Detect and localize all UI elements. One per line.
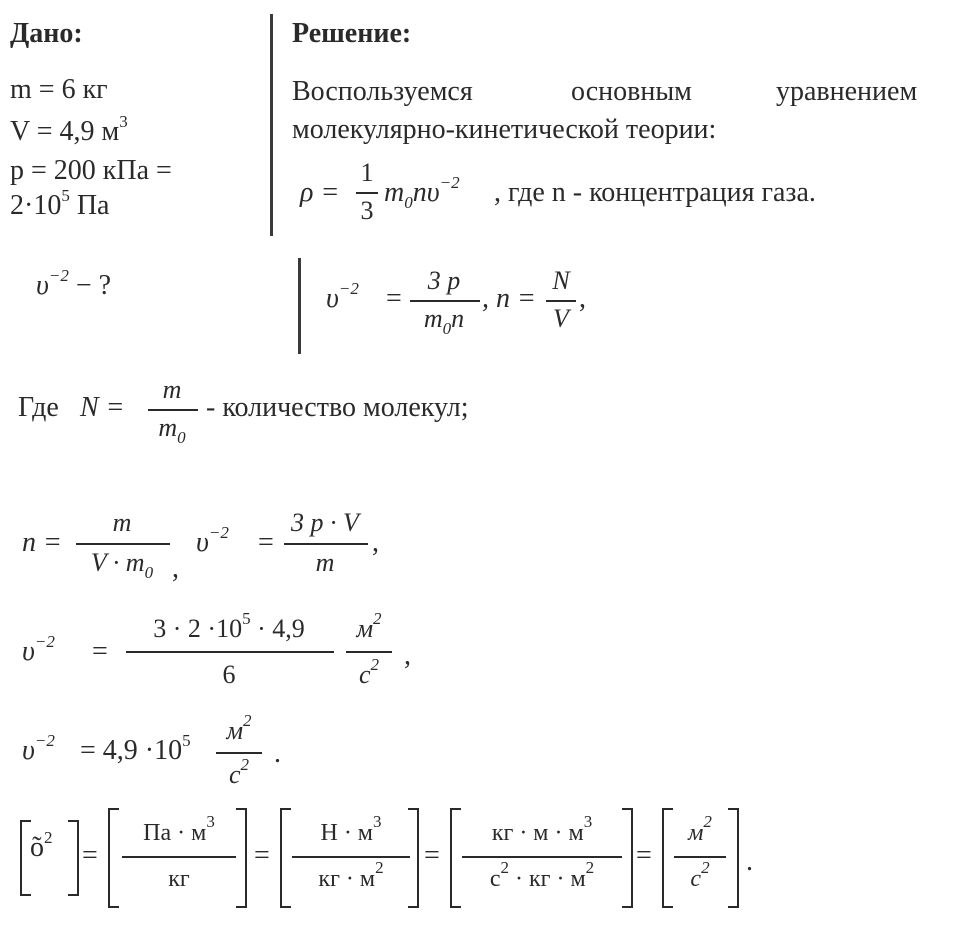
units-f4-den: $с^2$	[690, 858, 710, 892]
units-f4-bar	[674, 856, 726, 858]
units-f1-bracket-right	[236, 808, 247, 908]
eq4-den: 6	[222, 660, 236, 689]
units-f1-num: Па · $м^3$	[143, 812, 215, 846]
eq5-value: = $4,9 \cdot 10^5$	[80, 731, 191, 766]
eq4-bar	[126, 651, 334, 653]
eq2-bar	[410, 300, 480, 302]
solution-header: Решение:	[292, 18, 412, 49]
eq5-lhs: $\upsilon^{-2}$	[22, 731, 55, 766]
eq2-den2: V	[553, 304, 569, 333]
eq2-mid: , n =	[482, 283, 536, 314]
eq1-num: 1	[360, 158, 374, 187]
given-mass: m = 6 кг	[10, 74, 108, 105]
eq5-end: .	[274, 738, 281, 769]
divider-line-top	[270, 14, 273, 236]
units-end: .	[746, 846, 753, 877]
eq4-eq: =	[92, 636, 108, 667]
solution-line-2: молекулярно-кинетической теории:	[292, 114, 717, 145]
units-f1-den: кг	[168, 866, 190, 892]
units-f2-bracket-right	[408, 808, 419, 908]
eq2-eq: =	[386, 283, 402, 314]
where-text: - количество молекул;	[206, 392, 469, 423]
eq3-lhs: n =	[22, 527, 62, 558]
where-var: N =	[80, 392, 125, 423]
eq2-num2: N	[552, 266, 570, 295]
units-f2-bar	[292, 856, 410, 858]
eq1-rest: $m_0n\upsilon^{-2}$	[384, 173, 460, 212]
units-f3-num: кг · $м \cdot м^3$	[491, 812, 593, 846]
where-prefix: Где	[18, 392, 59, 423]
units-f4-bracket-right	[728, 808, 739, 908]
eq5-unit-den: $с^2$	[228, 755, 250, 789]
units-f1-bar	[122, 856, 236, 858]
eq2-bar2	[546, 300, 576, 302]
given-pressure: p = 200 кПа =	[10, 155, 172, 186]
units-f4-num: $м^2$	[688, 812, 712, 846]
units-eq-2: =	[254, 840, 270, 871]
eq4-lhs: $\upsilon^{-2}$	[22, 632, 55, 667]
eq3-den2: m	[315, 548, 335, 577]
units-f2-den: кг · $м^2$	[318, 858, 384, 892]
units-eq-1: =	[82, 840, 98, 871]
units-lhs-bracket-right	[68, 820, 79, 896]
solution-word-3: уравнением	[776, 76, 918, 107]
given-volume: V = 4,9 $м^3$	[10, 112, 128, 147]
eq3-eq: =	[258, 527, 274, 558]
where-den: $m_0$	[158, 413, 186, 447]
eq3-bar	[76, 543, 170, 545]
given-pressure-si: $2\cdot 10^5$ Па	[10, 186, 110, 221]
solution-word-1: Воспользуемся	[292, 76, 473, 107]
units-lhs: $õ^2$	[30, 828, 53, 863]
eq3-v: $\upsilon^{-2}$	[196, 523, 229, 558]
eq4-unit-den: $с^2$	[358, 655, 380, 689]
eq4-unit-bar	[346, 651, 392, 653]
units-f3-bracket-right	[622, 808, 633, 908]
solution-word-2: основным	[571, 76, 692, 107]
eq1-den: 3	[360, 196, 374, 225]
eq4-num: $3 \cdot 2 \cdot 10^5 \cdot 4,9$	[153, 609, 305, 643]
where-num: m	[162, 375, 182, 404]
eq2-num: 3 p	[427, 266, 461, 295]
units-f3-bar	[462, 856, 622, 858]
eq2-lhs: $\upsilon^{-2}$	[326, 279, 359, 314]
eq3-end: ,	[372, 527, 379, 558]
units-f3-den: $с^2$ · кг · $м^2$	[489, 858, 595, 892]
units-eq-4: =	[636, 840, 652, 871]
eq3-bar2	[284, 543, 368, 545]
eq4-unit-num: $м^2$	[356, 609, 382, 643]
eq4-end: ,	[404, 640, 411, 671]
divider-line-bottom	[298, 258, 301, 354]
given-header: Дано:	[10, 18, 83, 49]
units-eq-3: =	[424, 840, 440, 871]
eq3-comma: ,	[172, 553, 179, 584]
eq5-unit-bar	[216, 752, 262, 754]
eq3-num: m	[112, 508, 132, 537]
eq3-den: $V \cdot m_0$	[90, 548, 154, 582]
units-f2-num: $Н \cdot м^3$	[320, 812, 382, 846]
eq2-den: $m_0n$	[423, 304, 465, 338]
eq2-end: ,	[579, 283, 586, 314]
eq1-bar	[356, 192, 378, 194]
eq1-comment: , где n - концентрация газа.	[494, 177, 816, 208]
eq1-rho: ρ =	[300, 177, 340, 208]
eq5-unit-num: $м^2$	[226, 711, 252, 745]
where-bar	[148, 409, 198, 411]
given-unknown: $\upsilon^{-2}$ − ?	[36, 266, 112, 301]
eq3-num2: 3 p · V	[291, 508, 359, 537]
